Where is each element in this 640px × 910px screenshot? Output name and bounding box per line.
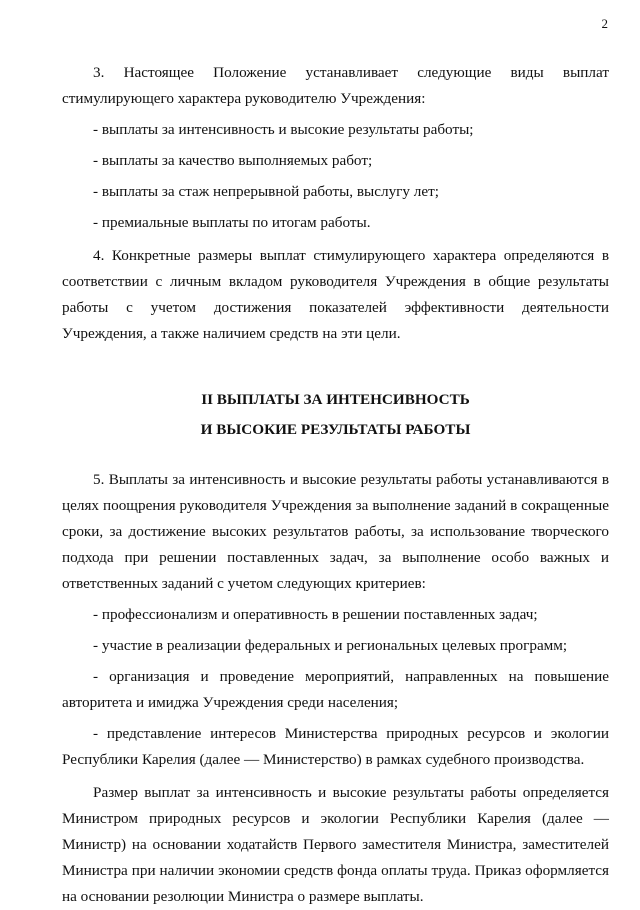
page-number: 2 [601,16,608,31]
criteria-item: - представление интересов Министерства природных ресурсов и экологии Республики Карелия (далее — Министерство) в рамках судебного производства. [62,725,609,768]
paragraph-5-intro: 5. Выплаты за интенсивность и высокие результаты работы устанавливаются в целях поощрения руководителя Учреждения за выполнение заданий в сокращенные сроки, за достижение высоких результатов работы, за использование творческого подхода при решении поставленных задач, за выполнение особо важных и ответственных заданий с учетом следующих критериев: [62,471,609,592]
criteria-item: - профессионализм и оперативность в решении поставленных задач; [93,606,538,623]
paragraph-3-intro: 3. Настоящее Положение устанавливает следующие виды выплат стимулирующего характера руководителю Учреждения: [62,64,609,107]
document-body [62,60,609,910]
section-heading-line-1: II ВЫПЛАТЫ ЗА ИНТЕНСИВНОСТЬ [201,391,470,408]
section-heading [62,385,609,445]
payment-type-item: - премиальные выплаты по итогам работы. [93,214,371,231]
paragraph-4: 4. Конкретные размеры выплат стимулирующего характера определяются в соответствии с личным вкладом руководителя Учреждения в общие результаты работы с учетом достижения показателей эффективности деятельности Учреждения, а также наличием средств на эти цели. [62,247,609,342]
payment-type-item: - выплаты за качество выполняемых работ; [93,152,373,169]
criteria-item: - участие в реализации федеральных и региональных целевых программ; [93,637,568,654]
criteria-item: - организация и проведение мероприятий, направленных на повышение авторитета и имиджа Учреждения среди населения; [62,668,609,711]
payment-type-item: - выплаты за стаж непрерывной работы, выслугу лет; [93,183,439,200]
section-heading-line-2: И ВЫСОКИЕ РЕЗУЛЬТАТЫ РАБОТЫ [200,421,471,438]
closing-paragraph: Размер выплат за интенсивность и высокие результаты работы определяется Министром природных ресурсов и экологии Республики Карелия (далее — Министр) на основании ходатайств Первого заместителя Министра, заместителей Министра при наличии экономии средств фонда оплаты труда. Приказ оформляется на основании резолюции Министра о размере выплаты. [62,784,609,905]
payment-type-item: - выплаты за интенсивность и высокие результаты работы; [93,121,474,138]
